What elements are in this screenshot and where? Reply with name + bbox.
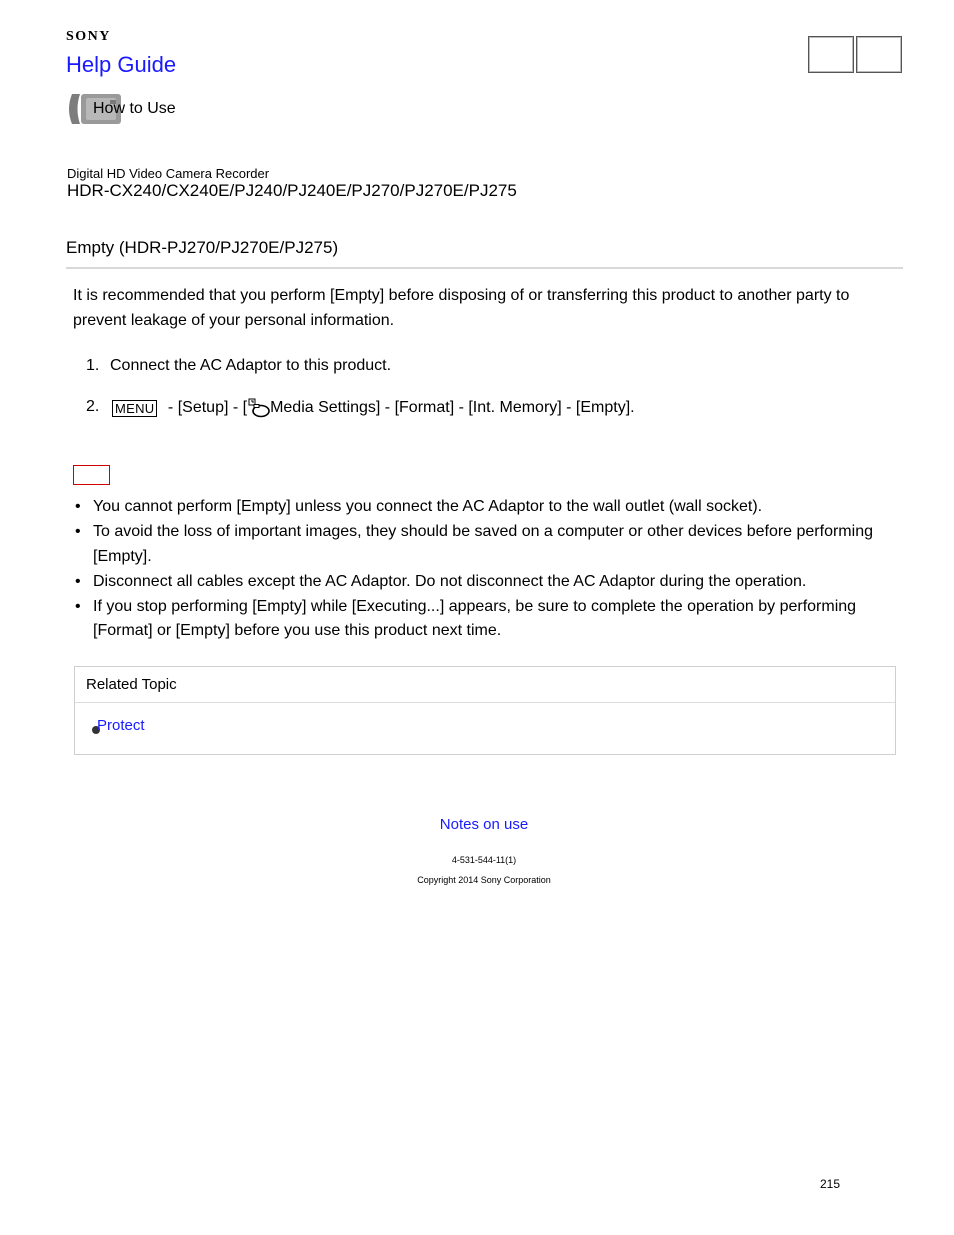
step-text-part-b: Media Settings] - [Format] - [Int. Memory] - [Empty]. [270, 399, 635, 416]
step-text [112, 398, 635, 418]
step-text-part-a: - [Setup] - [ [163, 399, 248, 416]
section-label[interactable]: How to Use [93, 100, 176, 117]
note-text: If you stop performing [Empty] while [Executing...] appears, be sure to complete the operation by performing [Format] or [Empty] before you use this product next time. [93, 597, 857, 639]
page-title: Empty (HDR-PJ270/PJ270E/PJ275) [66, 238, 339, 257]
notes-on-use-link[interactable]: Notes on use [439, 816, 529, 833]
copyright: Copyright 2014 Sony Corporation [417, 875, 551, 885]
bullet-dot-icon: • [75, 597, 81, 615]
list-item [73, 595, 903, 644]
step-text: Connect the AC Adaptor to this product. [110, 357, 392, 374]
title-divider [66, 267, 903, 269]
related-link-protect[interactable]: Protect [97, 717, 145, 734]
bullet-dot-icon: • [75, 498, 81, 515]
menu-button-key: MENU [112, 400, 157, 417]
product-category: Digital HD Video Camera Recorder [67, 166, 270, 181]
related-topic-box [74, 666, 896, 755]
sony-logo: SONY [66, 29, 111, 44]
list-item [73, 570, 903, 595]
bullet-dot-icon: • [75, 523, 81, 540]
related-topic-header [75, 667, 895, 703]
related-topic-title: Related Topic [86, 676, 177, 693]
product-models: HDR-CX240/CX240E/PJ240/PJ240E/PJ270/PJ270E/PJ275 [67, 181, 517, 200]
help-guide-title[interactable]: Help Guide [66, 52, 177, 77]
previous-page-button[interactable] [808, 36, 854, 73]
step-number: 1. [86, 357, 100, 374]
note-text: To avoid the loss of important images, they should be saved on a computer or other devices before performing [Empty]. [93, 523, 873, 565]
step-number: 2. [86, 398, 100, 415]
notes-list [73, 495, 903, 644]
note-text: You cannot perform [Empty] unless you connect the AC Adaptor to the wall outlet (wall socket). [93, 498, 763, 515]
list-item [73, 520, 903, 569]
page-nav [808, 36, 904, 73]
next-page-button[interactable] [856, 36, 902, 73]
list-item [73, 495, 903, 520]
document-number: 4-531-544-11(1) [451, 855, 517, 865]
intro-paragraph: It is recommended that you perform [Empty] before disposing of or transferring this product to another party to prevent leakage of your personal information. [73, 287, 850, 329]
bullet-dot-icon: • [75, 572, 81, 590]
page-number: 215 [820, 1177, 841, 1191]
media-settings-icon [248, 398, 270, 418]
note-marker [73, 465, 110, 485]
note-text: Disconnect all cables except the AC Adaptor. Do not disconnect the AC Adaptor during the operation. [93, 572, 807, 590]
